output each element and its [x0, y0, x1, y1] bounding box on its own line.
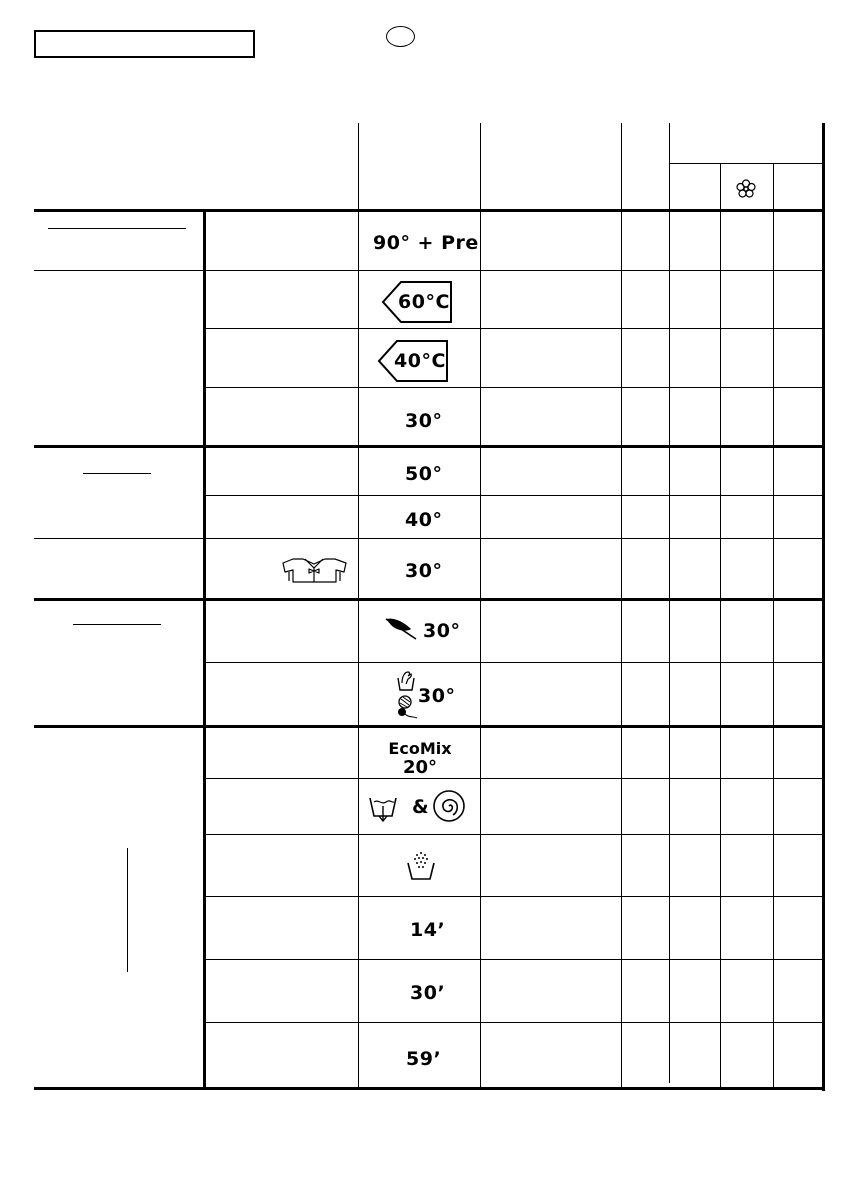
table-right-border — [822, 123, 825, 1091]
feather-icon — [383, 615, 419, 641]
wool-icon — [395, 694, 419, 720]
shirt-icon — [281, 555, 348, 585]
temperature-label: 30° — [423, 620, 461, 642]
header-subrow-line — [669, 163, 823, 164]
row-line — [205, 495, 823, 496]
language-badge — [386, 26, 415, 47]
col-divider — [358, 123, 359, 1089]
flower-icon — [735, 178, 757, 200]
row-line — [34, 270, 823, 271]
row-line — [205, 1022, 823, 1023]
title-box — [34, 30, 255, 58]
temperature-label: 90° + Pre — [373, 232, 479, 254]
table-top-thick-line — [34, 209, 823, 212]
temperature-label: 30° — [405, 560, 443, 582]
temperature-label: 40° — [405, 509, 443, 531]
section-divider-3 — [34, 725, 823, 728]
col-divider — [480, 123, 481, 1089]
duration-label: 59’ — [406, 1048, 442, 1070]
row-line — [205, 328, 823, 329]
tag-60-icon — [381, 281, 453, 323]
section-title-underline-3 — [73, 624, 161, 625]
ampersand-label: & — [412, 796, 430, 818]
temperature-label: 40°C — [394, 350, 446, 372]
section-divider-1 — [34, 445, 823, 448]
col-divider — [669, 123, 670, 1083]
section-divider-2 — [34, 598, 823, 601]
temperature-label: 50° — [405, 463, 443, 485]
drain-icon — [368, 792, 408, 822]
tag-40-icon — [377, 340, 449, 382]
ecomix-line2: 20° — [402, 757, 438, 778]
temperature-label: 30° — [405, 410, 443, 432]
ecomix-label — [380, 740, 460, 777]
hand-wash-icon — [396, 670, 416, 692]
col-divider — [720, 163, 721, 1089]
row-line — [205, 834, 823, 835]
duration-label: 30’ — [410, 982, 446, 1004]
row-line — [34, 538, 823, 539]
row-line — [205, 387, 823, 388]
row-line — [205, 959, 823, 960]
row-line — [205, 662, 823, 663]
row-line — [205, 896, 823, 897]
col-divider — [621, 123, 622, 1089]
section-title-underline-1 — [48, 228, 186, 229]
section-title-underline-2 — [83, 473, 151, 474]
ecomix-line1: EcoMix — [388, 739, 452, 758]
bracket-line — [127, 848, 128, 972]
rinse-icon — [406, 849, 436, 881]
temperature-label: 60°C — [398, 291, 450, 313]
table-bottom-line — [34, 1087, 823, 1090]
duration-label: 14’ — [410, 919, 446, 941]
row-line — [205, 778, 823, 779]
temperature-label: 30° — [418, 685, 456, 707]
col-divider-thick — [203, 209, 206, 1089]
spin-icon — [432, 789, 466, 823]
col-divider — [773, 163, 774, 1089]
